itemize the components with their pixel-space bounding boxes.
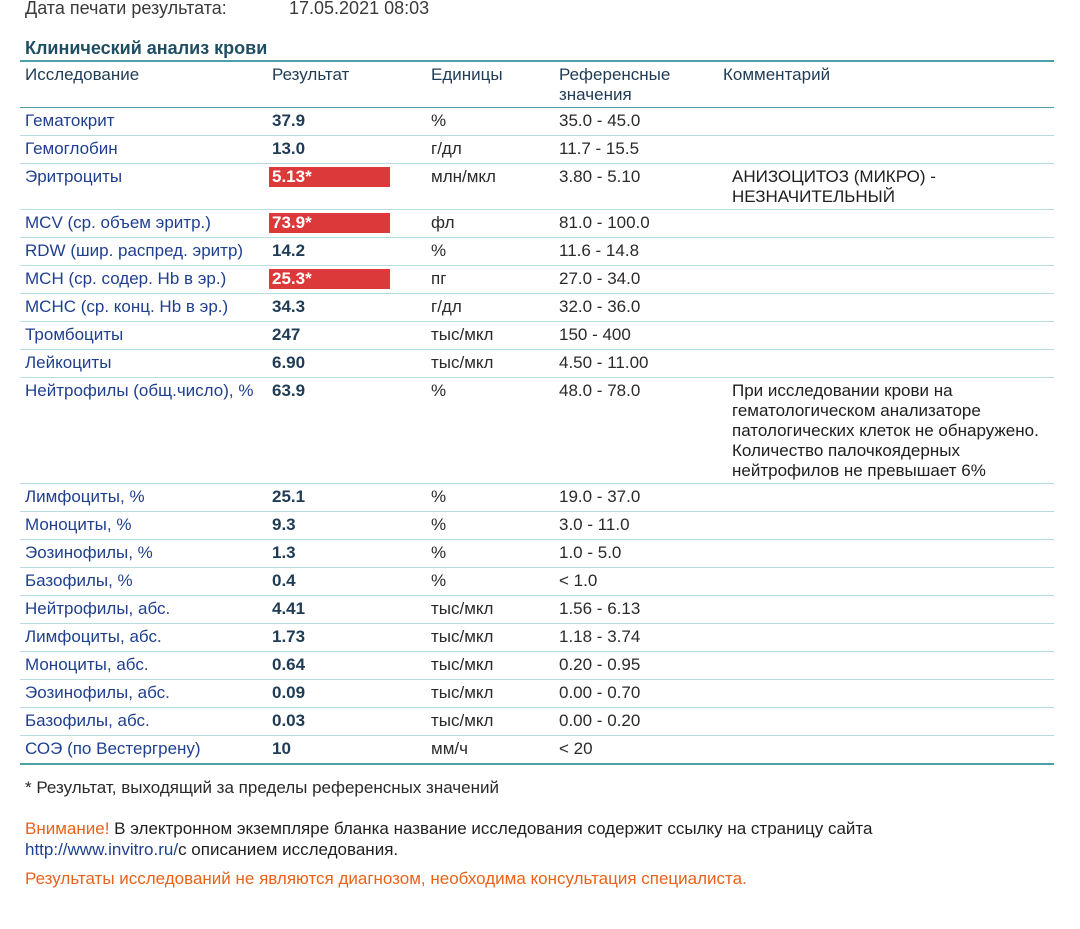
result-unit: %: [426, 484, 554, 512]
result-value-text: 73.9*: [269, 213, 390, 233]
result-value: [267, 322, 426, 350]
result-value: [267, 350, 426, 378]
result-value: [267, 378, 426, 484]
result-value-text: 4.41: [272, 599, 306, 618]
table-row: [20, 708, 1054, 736]
table-row: [20, 736, 1054, 765]
result-value-text: 0.03: [272, 711, 306, 730]
result-unit: фл: [426, 210, 554, 238]
result-value: [267, 708, 426, 736]
result-comment: [718, 210, 1054, 238]
header-comment: Комментарий: [718, 61, 1054, 108]
reference-range: 1.0 - 5.0: [554, 540, 718, 568]
result-unit: тыс/мкл: [426, 322, 554, 350]
result-value: [267, 484, 426, 512]
print-date-label: Дата печати результата:: [25, 0, 227, 18]
reference-range: 27.0 - 34.0: [554, 266, 718, 294]
reference-range: 35.0 - 45.0: [554, 108, 718, 136]
result-value: [267, 596, 426, 624]
reference-range: 11.7 - 15.5: [554, 136, 718, 164]
test-name-link[interactable]: Базофилы, %: [20, 568, 267, 596]
table-row: [20, 512, 1054, 540]
reference-range: 19.0 - 37.0: [554, 484, 718, 512]
test-name-link[interactable]: Лейкоциты: [20, 350, 267, 378]
result-unit: %: [426, 512, 554, 540]
table-row: [20, 164, 1054, 210]
result-value-text: 25.1: [272, 487, 306, 506]
section-title: Клинический анализ крови: [25, 38, 268, 58]
test-name-link[interactable]: СОЭ (по Вестергрену): [20, 736, 267, 765]
reference-range: 0.00 - 0.20: [554, 708, 718, 736]
notice-text: В электронном экземпляре бланка название исследования содержит ссылку на страницу сайта: [109, 819, 873, 838]
table-row: [20, 624, 1054, 652]
result-value: [267, 624, 426, 652]
test-name-link[interactable]: MCV (ср. объем эритр.): [20, 210, 267, 238]
disclaimer: Результаты исследований не являются диагнозом, необходима консультация специалиста.: [25, 869, 747, 888]
result-comment: [718, 540, 1054, 568]
table-row: [20, 680, 1054, 708]
result-value: [267, 238, 426, 266]
table-row: [20, 540, 1054, 568]
result-comment: [718, 238, 1054, 266]
table-row: [20, 266, 1054, 294]
result-unit: %: [426, 108, 554, 136]
result-unit: мм/ч: [426, 736, 554, 765]
result-comment: [718, 708, 1054, 736]
header-result: Результат: [267, 61, 426, 108]
result-value: [267, 136, 426, 164]
notice-warning: Внимание!: [25, 819, 110, 838]
result-value: [267, 294, 426, 322]
reference-range: 32.0 - 36.0: [554, 294, 718, 322]
test-name-link[interactable]: Лимфоциты, %: [20, 484, 267, 512]
result-unit: млн/мкл: [426, 164, 554, 210]
result-unit: тыс/мкл: [426, 624, 554, 652]
result-value: [267, 108, 426, 136]
result-comment: [718, 596, 1054, 624]
result-value-text: 6.90: [272, 353, 306, 372]
test-name-link[interactable]: Базофилы, абс.: [20, 708, 267, 736]
result-unit: %: [426, 238, 554, 266]
result-value-text: 63.9: [272, 381, 306, 400]
test-name-link[interactable]: Моноциты, абс.: [20, 652, 267, 680]
table-row: [20, 210, 1054, 238]
test-name-link[interactable]: Нейтрофилы (общ.число), %: [20, 378, 267, 484]
result-comment: [718, 624, 1054, 652]
test-name-link[interactable]: MCH (ср. содер. Hb в эр.): [20, 266, 267, 294]
header-test: Исследование: [20, 61, 267, 108]
test-name-link[interactable]: Эритроциты: [20, 164, 267, 210]
result-comment: [718, 350, 1054, 378]
table-row: [20, 652, 1054, 680]
result-unit: %: [426, 568, 554, 596]
results-header-row: [20, 61, 1054, 108]
test-name-link[interactable]: Тромбоциты: [20, 322, 267, 350]
result-value-text: 1.3: [272, 543, 296, 562]
table-row: [20, 350, 1054, 378]
result-comment: [718, 136, 1054, 164]
result-value: [267, 540, 426, 568]
result-value: [267, 568, 426, 596]
reference-range: 0.00 - 0.70: [554, 680, 718, 708]
notice-text-2: с описанием исследования.: [178, 840, 399, 859]
result-unit: тыс/мкл: [426, 652, 554, 680]
result-value: [267, 652, 426, 680]
result-unit: г/дл: [426, 294, 554, 322]
result-unit: тыс/мкл: [426, 680, 554, 708]
test-name-link[interactable]: Гемоглобин: [20, 136, 267, 164]
test-name-link[interactable]: Нейтрофилы, абс.: [20, 596, 267, 624]
reference-range: 150 - 400: [554, 322, 718, 350]
result-value-text: 0.09: [272, 683, 306, 702]
table-row: [20, 568, 1054, 596]
reference-range: 0.20 - 0.95: [554, 652, 718, 680]
reference-range: 4.50 - 11.00: [554, 350, 718, 378]
result-value: [267, 680, 426, 708]
result-value-text: 9.3: [272, 515, 296, 534]
result-comment: [718, 266, 1054, 294]
table-row: [20, 596, 1054, 624]
test-name-link[interactable]: Моноциты, %: [20, 512, 267, 540]
table-row: [20, 322, 1054, 350]
result-comment: [718, 652, 1054, 680]
result-unit: пг: [426, 266, 554, 294]
result-unit: тыс/мкл: [426, 708, 554, 736]
reference-range: 11.6 - 14.8: [554, 238, 718, 266]
table-row: [20, 484, 1054, 512]
result-unit: г/дл: [426, 136, 554, 164]
result-comment: [718, 568, 1054, 596]
result-value-text: 10: [272, 739, 291, 758]
result-unit: тыс/мкл: [426, 350, 554, 378]
test-name-link[interactable]: Гематокрит: [20, 108, 267, 136]
result-comment: [718, 108, 1054, 136]
result-value-flagged: [267, 266, 426, 294]
result-comment: [718, 484, 1054, 512]
reference-range: 48.0 - 78.0: [554, 378, 718, 484]
result-value-text: 13.0: [272, 139, 306, 158]
result-value: [267, 512, 426, 540]
result-value-text: 0.4: [272, 571, 296, 590]
result-comment: При исследовании крови на гематологическом анализаторе патологических клеток не обнаружено. Количество палочкоядерных нейтрофилов не превышает 6%: [718, 378, 1054, 484]
reference-range: 1.18 - 3.74: [554, 624, 718, 652]
result-comment: [718, 736, 1054, 765]
print-date-value: 17.05.2021 08:03: [289, 0, 430, 18]
result-value-text: 5.13*: [269, 167, 390, 187]
result-value-text: 25.3*: [269, 269, 390, 289]
result-value-text: 14.2: [272, 241, 306, 260]
result-comment: [718, 322, 1054, 350]
test-name-link[interactable]: Лимфоциты, абс.: [20, 624, 267, 652]
invitro-link[interactable]: http://www.invitro.ru/: [25, 840, 179, 859]
result-value-flagged: [267, 210, 426, 238]
footnote: * Результат, выходящий за пределы референсных значений: [25, 778, 499, 797]
header-reference: Референсные значения: [554, 61, 718, 108]
reference-range: 3.80 - 5.10: [554, 164, 718, 210]
result-value-text: 34.3: [272, 297, 306, 316]
print-date: [25, 0, 430, 19]
result-comment: [718, 680, 1054, 708]
test-name-link[interactable]: Эозинофилы, абс.: [20, 680, 267, 708]
result-unit: тыс/мкл: [426, 596, 554, 624]
results-table: [20, 60, 1054, 765]
test-name-link[interactable]: MCHC (ср. конц. Hb в эр.): [20, 294, 267, 322]
result-unit: %: [426, 540, 554, 568]
result-unit: %: [426, 378, 554, 484]
result-comment: [718, 294, 1054, 322]
result-value: [267, 736, 426, 765]
reference-range: 1.56 - 6.13: [554, 596, 718, 624]
header-units: Единицы: [426, 61, 554, 108]
test-name-link[interactable]: Эозинофилы, %: [20, 540, 267, 568]
result-comment: АНИЗОЦИТОЗ (МИКРО) - НЕЗНАЧИТЕЛЬНЫЙ: [718, 164, 1054, 210]
result-value-text: 0.64: [272, 655, 306, 674]
result-value-flagged: [267, 164, 426, 210]
table-row: [20, 136, 1054, 164]
reference-range: 3.0 - 11.0: [554, 512, 718, 540]
result-value-text: 247: [272, 325, 301, 344]
notice: [25, 818, 872, 860]
result-value-text: 37.9: [272, 111, 306, 130]
table-row: [20, 108, 1054, 136]
reference-range: 81.0 - 100.0: [554, 210, 718, 238]
table-row: [20, 238, 1054, 266]
table-row: [20, 294, 1054, 322]
result-comment: [718, 512, 1054, 540]
reference-range: < 1.0: [554, 568, 718, 596]
table-row: [20, 378, 1054, 484]
reference-range: < 20: [554, 736, 718, 765]
result-value-text: 1.73: [272, 627, 306, 646]
test-name-link[interactable]: RDW (шир. распред. эритр): [20, 238, 267, 266]
